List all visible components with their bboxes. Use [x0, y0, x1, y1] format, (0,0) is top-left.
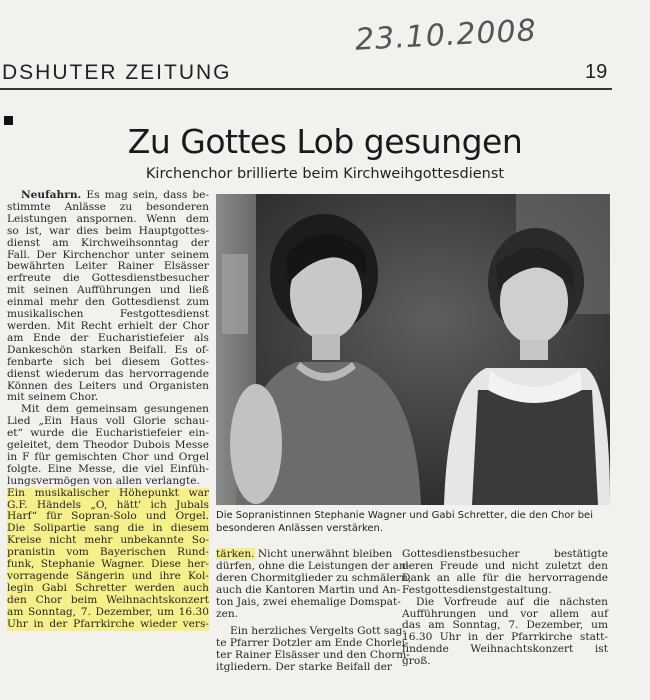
text-line: am Sonntag, 7. Dezember, um 16.30	[7, 605, 209, 618]
paragraph	[402, 549, 608, 597]
text-line: stimmte Anlässe zu besonderen	[7, 200, 209, 213]
article-column-2	[216, 548, 412, 674]
text-line: groß.	[402, 655, 431, 668]
text-line: deren Chormitglieder zu schmälern,	[216, 571, 412, 584]
text-line: pranistin vom Bayerischen Rund-	[7, 546, 209, 559]
dateline: Neufahrn.	[21, 189, 82, 201]
text-line: mit seinem Chor.	[7, 391, 99, 404]
text-line: lungsvermögen von allen verlangte.	[7, 474, 200, 487]
text-line: findende Weihnachtskonzert ist	[402, 643, 608, 656]
text-line: Mit dem gemeinsam gesungenen	[21, 403, 209, 416]
text-line: Ein herzliches Vergelts Gott sag-	[230, 625, 407, 638]
masthead	[0, 61, 650, 87]
article-column-1	[7, 190, 209, 631]
text-line: zen.	[216, 607, 239, 620]
text-line: musikalischen Festgottesdienst	[7, 308, 209, 321]
text-line: Lied „Ein Haus voll Glorie schau-	[7, 415, 209, 428]
text-line: so ist, war dies beim Hauptgottes-	[7, 224, 209, 237]
text-line: Uhr in der Pfarrkirche wieder vers-	[7, 617, 209, 630]
text-line: Die Vorfreude auf die nächsten	[416, 595, 608, 608]
paragraph	[216, 559, 412, 621]
subheadline: Kirchenchor brillierte beim Kirchweihgottesdienst	[145, 166, 505, 182]
text-line: Dankeschön starken Beifall. Es of-	[7, 343, 209, 356]
masthead-rule	[0, 88, 612, 90]
text-line: Gottesdienstbesucher bestätigte	[402, 548, 608, 560]
text-line: deren Freude und nicht zuletzt den	[402, 559, 608, 572]
text-line: legin Gabi Schretter werden auch	[7, 581, 209, 594]
paragraph	[402, 597, 608, 668]
text-line: dienst wiederum das hervorragende	[7, 367, 209, 380]
text-line: Kreise nicht mehr unbekannte So-	[7, 534, 209, 547]
text-line: mit seinen Aufführungen und ließ	[7, 284, 209, 297]
text-line: itgliedern. Der starke Beifall der	[216, 661, 392, 674]
headline: Zu Gottes Lob gesungen	[127, 122, 523, 161]
highlighted-word: tärken.	[216, 548, 255, 560]
text-line: in F für gemischten Chor und Orgel	[7, 450, 209, 463]
text-line: Harf“ für Sopran-Solo und Orgel.	[7, 510, 209, 523]
text-line: G.F. Händels „O, hätt' ich Jubals	[7, 498, 209, 511]
text-run: Nicht unerwähnt bleiben	[254, 548, 393, 560]
text-run: Es mag sein, dass be-	[86, 189, 210, 201]
text-line: den Chor beim Weihnachtskonzert	[7, 593, 209, 606]
text-line: am Ende der Eucharistiefeier als	[7, 331, 209, 344]
photo-caption	[216, 510, 610, 535]
text-line: folgte. Eine Messe, die viel Einfüh-	[7, 462, 209, 475]
singers-photo	[216, 194, 610, 505]
text-line: bewährten Leiter Rainer Elsässer	[7, 260, 209, 273]
text-line: Aufführungen und vor allem auf	[402, 607, 608, 620]
text-line: geleitet, dem Theodor Dubois Messe	[7, 439, 209, 452]
article-column-3	[402, 549, 608, 668]
text-line: te Pfarrer Dotzler am Ende Chorlei-	[216, 637, 409, 650]
text-line: Festgottesdienstgestaltung.	[402, 583, 552, 596]
text-line: Ein musikalischer Höhepunkt war	[7, 486, 209, 499]
paragraph-2	[7, 404, 209, 487]
text-line: erfreute die Gottesdienstbesucher	[7, 272, 209, 285]
text-line: werden. Mit Recht erhielt der Chor	[7, 319, 209, 332]
caption-line: besonderen Anlässen verstärken.	[216, 522, 384, 534]
newspaper-name: DSHUTER ZEITUNG	[2, 61, 232, 84]
handwritten-date: 23.10.2008	[354, 13, 538, 58]
paragraph	[216, 625, 410, 674]
text-line: Die Solipartie sang die in diesem	[7, 522, 209, 535]
text-line: funk, Stephanie Wagner. Diese her-	[7, 558, 209, 571]
text-line: ter Rainer Elsässer und den Chorm-	[216, 649, 410, 662]
text-line: einmal mehr den Gottesdienst zum	[7, 296, 209, 309]
highlighted-paragraph	[7, 488, 209, 631]
text-line: Können des Leiters und Organisten	[7, 379, 209, 392]
text-line: 16.30 Uhr in der Pfarrkirche statt-	[402, 631, 608, 644]
page-number: 19	[585, 61, 608, 83]
article-photo	[216, 194, 610, 505]
text-line: Leistungen anspornen. Wenn dem	[7, 212, 209, 225]
paragraph-1	[7, 190, 209, 404]
text-line: Dank an alle für die hervorragende	[402, 571, 608, 584]
text-line: dienst am Kirchweihsonntag der	[7, 236, 209, 249]
text-line: fenbarte sich bei diesem Gottes-	[7, 355, 209, 368]
text-line: et“ wurde die Eucharistiefeier ein-	[7, 427, 209, 440]
text-line: das am Sonntag, 7. Dezember, um	[402, 619, 608, 632]
caption-line: Die Sopranistinnen Stephanie Wagner und Gabi Schretter, die den Chor bei	[216, 510, 593, 521]
text-line: vorragende Sängerin und ihre Kol-	[7, 570, 209, 582]
text-line: ton Jais, zwei ehemalige Domspat-	[216, 595, 401, 608]
text-line: dürfen, ohne die Leistungen der an-	[216, 559, 410, 572]
text-line: auch die Kantoren Martin und An-	[216, 583, 401, 596]
text-line: Fall. Der Kirchenchor unter seinem	[7, 248, 209, 261]
